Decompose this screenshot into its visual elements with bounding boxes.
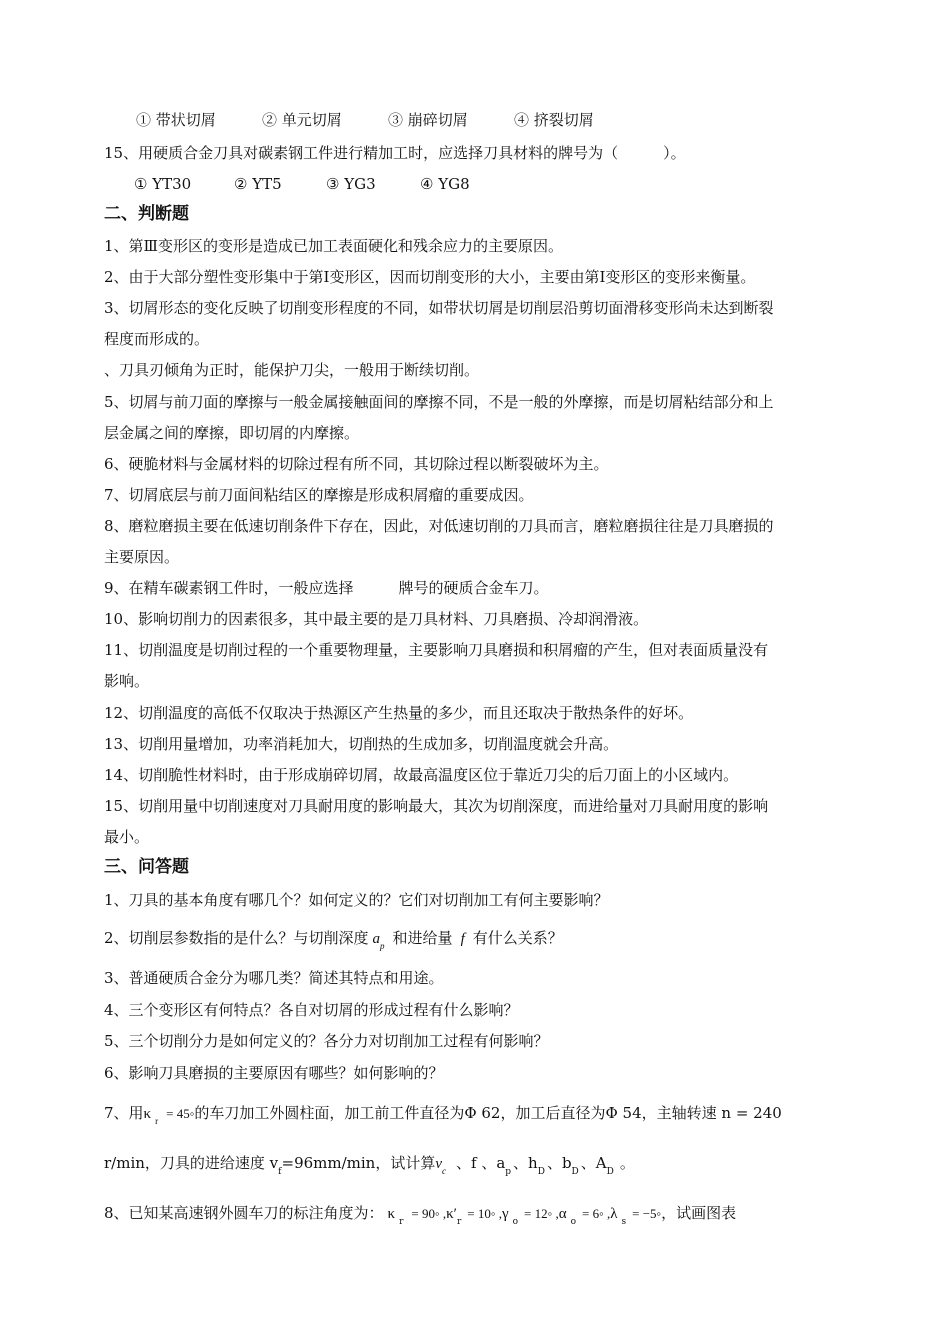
ap-sub-q7: p	[505, 1167, 512, 1177]
alpha-eq: = 6◦ ,	[582, 1206, 611, 1221]
qa-q7-text-d: =96mm/min，试计算	[281, 1154, 436, 1172]
qa-question-7-line-2	[104, 1153, 850, 1177]
judgement-line: 3、切屑形态的变化反映了切削变形程度的不同，如带状切屑是切削层沿剪切面滑移变形尚未达到断裂	[104, 299, 774, 317]
qa-q7-text-h: 、b	[546, 1154, 572, 1172]
judgement-line: 程度而形成的。	[104, 330, 210, 348]
qa-question-4: 4、三个变形区有何特点？各自对切屑的形成过程有什么影响？	[104, 1001, 519, 1019]
qa-q7-text-c: r/min，刀具的进给速度 v	[104, 1154, 279, 1172]
kappa-main: κ	[143, 1106, 152, 1122]
q15-options	[134, 174, 880, 194]
qa-q7-text-g: 、h	[513, 1154, 538, 1172]
qa-q2-text-b: 和进给量	[392, 929, 453, 947]
bd-sub: D	[571, 1167, 579, 1177]
judgement-line: 层金属之间的摩擦，即切屑的内摩擦。	[104, 424, 360, 442]
judgement-line: 1、第Ⅲ变形区的变形是造成已加工表面硬化和残余应力的主要原因。	[104, 237, 564, 255]
q15-option-4: ④ YG8	[420, 175, 470, 193]
alpha-sub: o	[570, 1217, 577, 1227]
kappa-r-sub: r	[399, 1217, 404, 1227]
vc-sub: c	[442, 1166, 447, 1176]
kappa-sub: r	[155, 1116, 159, 1126]
judgement-line: 10、影响切削力的因素很多，其中最主要的是刀具材料、刀具磨损、冷却润滑液。	[104, 610, 649, 628]
judgement-line: 、刀具刃倾角为正时，能保护刀尖，一般用于断续切削。	[104, 361, 480, 379]
judgement-line: 最小。	[104, 828, 150, 846]
qa-q7-text-j: 。	[619, 1154, 635, 1172]
ap-symbol	[372, 931, 385, 951]
kappa-r-eq: = 90◦ ,	[411, 1206, 447, 1221]
q15-option-2: ② YT5	[234, 175, 282, 193]
lambda-symbol: λ	[610, 1206, 618, 1222]
qa-q7-text-b: 的车刀加工外圆柱面，加工前工件直径为Φ 62，加工后直径为Φ 54，主轴转速 n = 240	[194, 1104, 782, 1122]
qa-question-3: 3、普通硬质合金分为哪几类？简述其特点和用途。	[104, 969, 444, 987]
hd-sub: D	[537, 1167, 545, 1177]
q14-option-2: ② 单元切屑	[262, 111, 342, 129]
qa-question-5: 5、三个切削分力是如何定义的？各分力对切削加工过程有何影响？	[104, 1032, 549, 1050]
q14-option-4: ④ 挤裂切屑	[514, 111, 594, 129]
kappa-symbol	[143, 1106, 159, 1126]
alpha-symbol: α	[558, 1206, 567, 1222]
vf-sub: f	[278, 1167, 282, 1177]
qa-question-2	[104, 928, 850, 949]
judgement-line: 15、切削用量中切削速度对刀具耐用度的影响最大，其次为切削深度，而进给量对刀具耐用度的影响	[104, 797, 769, 815]
judgement-line: 8、磨粒磨损主要在低速切削条件下存在，因此，对低速切削的刀具而言，磨粒磨损往往是刀具磨损的	[104, 517, 774, 535]
qa-q7-text-i: 、A	[580, 1154, 607, 1172]
judgement-line: 7、切屑底层与前刀面间粘结区的摩擦是形成积屑瘤的重要成因。	[104, 486, 534, 504]
vc-symbol	[435, 1156, 447, 1176]
qa-q2-text-c: 有什么关系？	[472, 929, 563, 947]
q15-option-3: ③ YG3	[326, 175, 376, 193]
judgement-line: 14、切削脆性材料时，由于形成崩碎切屑，故最高温度区位于靠近刀尖的后刀面上的小区域内。	[104, 766, 739, 784]
vc-main: v	[435, 1156, 443, 1172]
qa-q7-text-e: 、f 、a	[456, 1154, 506, 1172]
kappa-r-prime-eq: = 10◦ ,	[467, 1206, 502, 1221]
qa-question-1: 1、刀具的基本角度有哪几个？如何定义的？它们对切削加工有何主要影响？	[104, 891, 609, 909]
qa-question-7-line-1	[104, 1103, 850, 1124]
lambda-sub: s	[621, 1217, 627, 1227]
judgement-line: 5、切屑与前刀面的摩擦与一般金属接触面间的摩擦不同，不是一般的外摩擦，而是切屑粘结部分和上	[104, 393, 774, 411]
ad-sub: D	[606, 1167, 614, 1177]
f-symbol: f	[460, 931, 465, 947]
q15-option-1: ① YT30	[134, 175, 192, 193]
judgement-line: 6、硬脆材料与金属材料的切除过程有所不同，其切除过程以断裂破坏为主。	[104, 455, 609, 473]
qa-q2-text-a: 2、切削层参数指的是什么？与切削深度	[104, 929, 369, 947]
q15-question: 15、用硬质合金刀具对碳素钢工件进行精加工时，应选择刀具材料的牌号为（ ）。	[104, 144, 686, 162]
qa-question-6: 6、影响刀具磨损的主要原因有哪些？如何影响的？	[104, 1064, 444, 1082]
kappa-r-symbol: κ	[387, 1206, 396, 1222]
kappa-eq: = 45◦	[166, 1106, 195, 1121]
lambda-eq: = −5◦	[632, 1206, 662, 1221]
section-title-qa: 三、问答题	[104, 857, 189, 877]
section-title-judgement: 二、判断题	[104, 204, 189, 224]
gamma-symbol: γ	[501, 1206, 509, 1222]
judgement-line: 9、在精车碳素钢工件时，一般应选择 牌号的硬质合金车刀。	[104, 579, 549, 597]
ap-main: a	[372, 931, 381, 947]
judgement-line: 11、切削温度是切削过程的一个重要物理量，主要影响刀具磨损和积屑瘤的产生，但对表面质量没有	[104, 641, 769, 659]
judgement-line: 主要原因。	[104, 548, 180, 566]
judgement-line: 影响。	[104, 672, 150, 690]
judgement-line: 2、由于大部分塑性变形集中于第Ⅰ变形区，因而切削变形的大小，主要由第Ⅰ变形区的变形来衡量。	[104, 268, 756, 286]
gamma-sub: o	[512, 1217, 519, 1227]
q14-option-1: ① 带状切屑	[136, 111, 216, 129]
ap-sub: p	[380, 941, 385, 951]
qa-q7-text-a: 7、用	[104, 1104, 144, 1122]
judgement-line: 12、切削温度的高低不仅取决于热源区产生热量的多少，而且还取决于散热条件的好坏。	[104, 704, 694, 722]
q14-option-3: ③ 崩碎切屑	[388, 111, 468, 129]
qa-question-8	[104, 1203, 850, 1227]
judgement-line: 13、切削用量增加，功率消耗加大，切削热的生成加多，切削温度就会升高。	[104, 735, 619, 753]
q14-options	[136, 110, 882, 130]
gamma-eq: = 12◦ ,	[524, 1206, 559, 1221]
qa-q8-text-a: 8、已知某高速钢外圆车刀的标注角度为：	[104, 1204, 384, 1222]
kappa-r-prime-sub: r	[456, 1217, 462, 1227]
qa-q8-text-b: ，试画图表	[661, 1204, 737, 1222]
kappa-r-prime-symbol: κ′	[446, 1206, 457, 1222]
